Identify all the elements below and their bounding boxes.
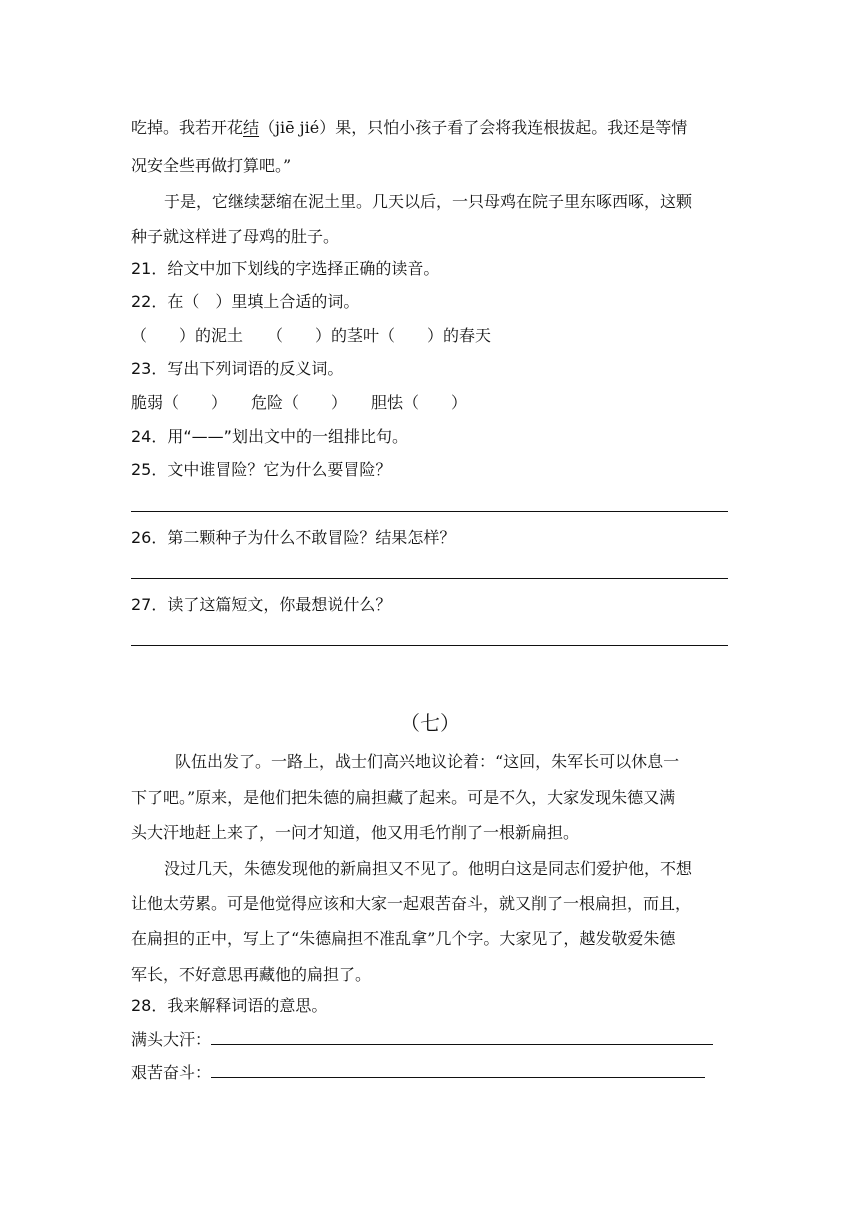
- term-answer-line[interactable]: [211, 1030, 713, 1045]
- term-label: 艰苦奋斗：: [131, 1063, 212, 1082]
- passage-line: 没过几天，朱德发现他的新扁担又不见了。他明白这是同志们爱护他，不想: [164, 859, 693, 878]
- question-25: 25．文中谁冒险？它为什么要冒险？: [131, 460, 392, 479]
- term-row: [131, 1063, 705, 1083]
- passage-line: 在扁担的正中，写上了“朱德扁担不准乱拿”几个字。大家见了，越发敬爱朱德: [131, 929, 676, 948]
- term-answer-line[interactable]: [211, 1063, 705, 1078]
- question-28: 28．我来解释词语的意思。: [131, 996, 328, 1015]
- answer-line[interactable]: [131, 578, 728, 579]
- passage-line: 吃掉。我若开花结（jiē jié）果，只怕小孩子看了会将我连根拔起。我还是等情: [131, 118, 688, 137]
- term-label: 满头大汗：: [131, 1030, 212, 1049]
- question-24: 24．用“——”划出文中的一组排比句。: [131, 427, 408, 446]
- passage-line: 况安全些再做打算吧。”: [131, 156, 292, 175]
- passage-line: 头大汗地赶上来了，一问才知道，他又用毛竹削了一根新扁担。: [131, 823, 580, 842]
- passage-line: 于是，它继续瑟缩在泥土里。几天以后，一只母鸡在院子里东啄西啄，这颗: [164, 192, 693, 211]
- passage-line: 军长，不好意思再藏他的扁担了。: [131, 965, 372, 984]
- question-26: 26．第二颗种子为什么不敢冒险？结果怎样？: [131, 528, 456, 547]
- question-23: 23．写出下列词语的反义词。: [131, 359, 344, 378]
- question-22: 22．在（ ）里填上合适的词。: [131, 292, 360, 311]
- passage-line: 下了吧。”原来，是他们把朱德的扁担藏了起来。可是不久，大家发现朱德又满: [131, 788, 676, 807]
- section-title: （七）: [400, 711, 460, 735]
- question-21: 21．给文中加下划线的字选择正确的读音。: [131, 259, 440, 278]
- passage-line: 队伍出发了。一路上，战士们高兴地议论着：“这回，朱军长可以休息一: [175, 752, 680, 771]
- passage-line: 让他太劳累。可是他觉得应该和大家一起艰苦奋斗，就又削了一根扁担，而且，: [131, 894, 692, 913]
- passage-line: 种子就这样进了母鸡的肚子。: [131, 227, 340, 246]
- term-row: [131, 1030, 713, 1050]
- underlined-character: 结: [243, 118, 260, 137]
- answer-line[interactable]: [131, 511, 728, 512]
- answer-line[interactable]: [131, 645, 728, 646]
- question-23-blanks[interactable]: 脆弱（ ） 危险（ ） 胆怯（ ）: [131, 393, 468, 412]
- question-22-blanks[interactable]: （ ）的泥土 （ ）的茎叶（ ）的春天: [131, 326, 492, 345]
- question-27: 27．读了这篇短文，你最想说什么？: [131, 595, 392, 614]
